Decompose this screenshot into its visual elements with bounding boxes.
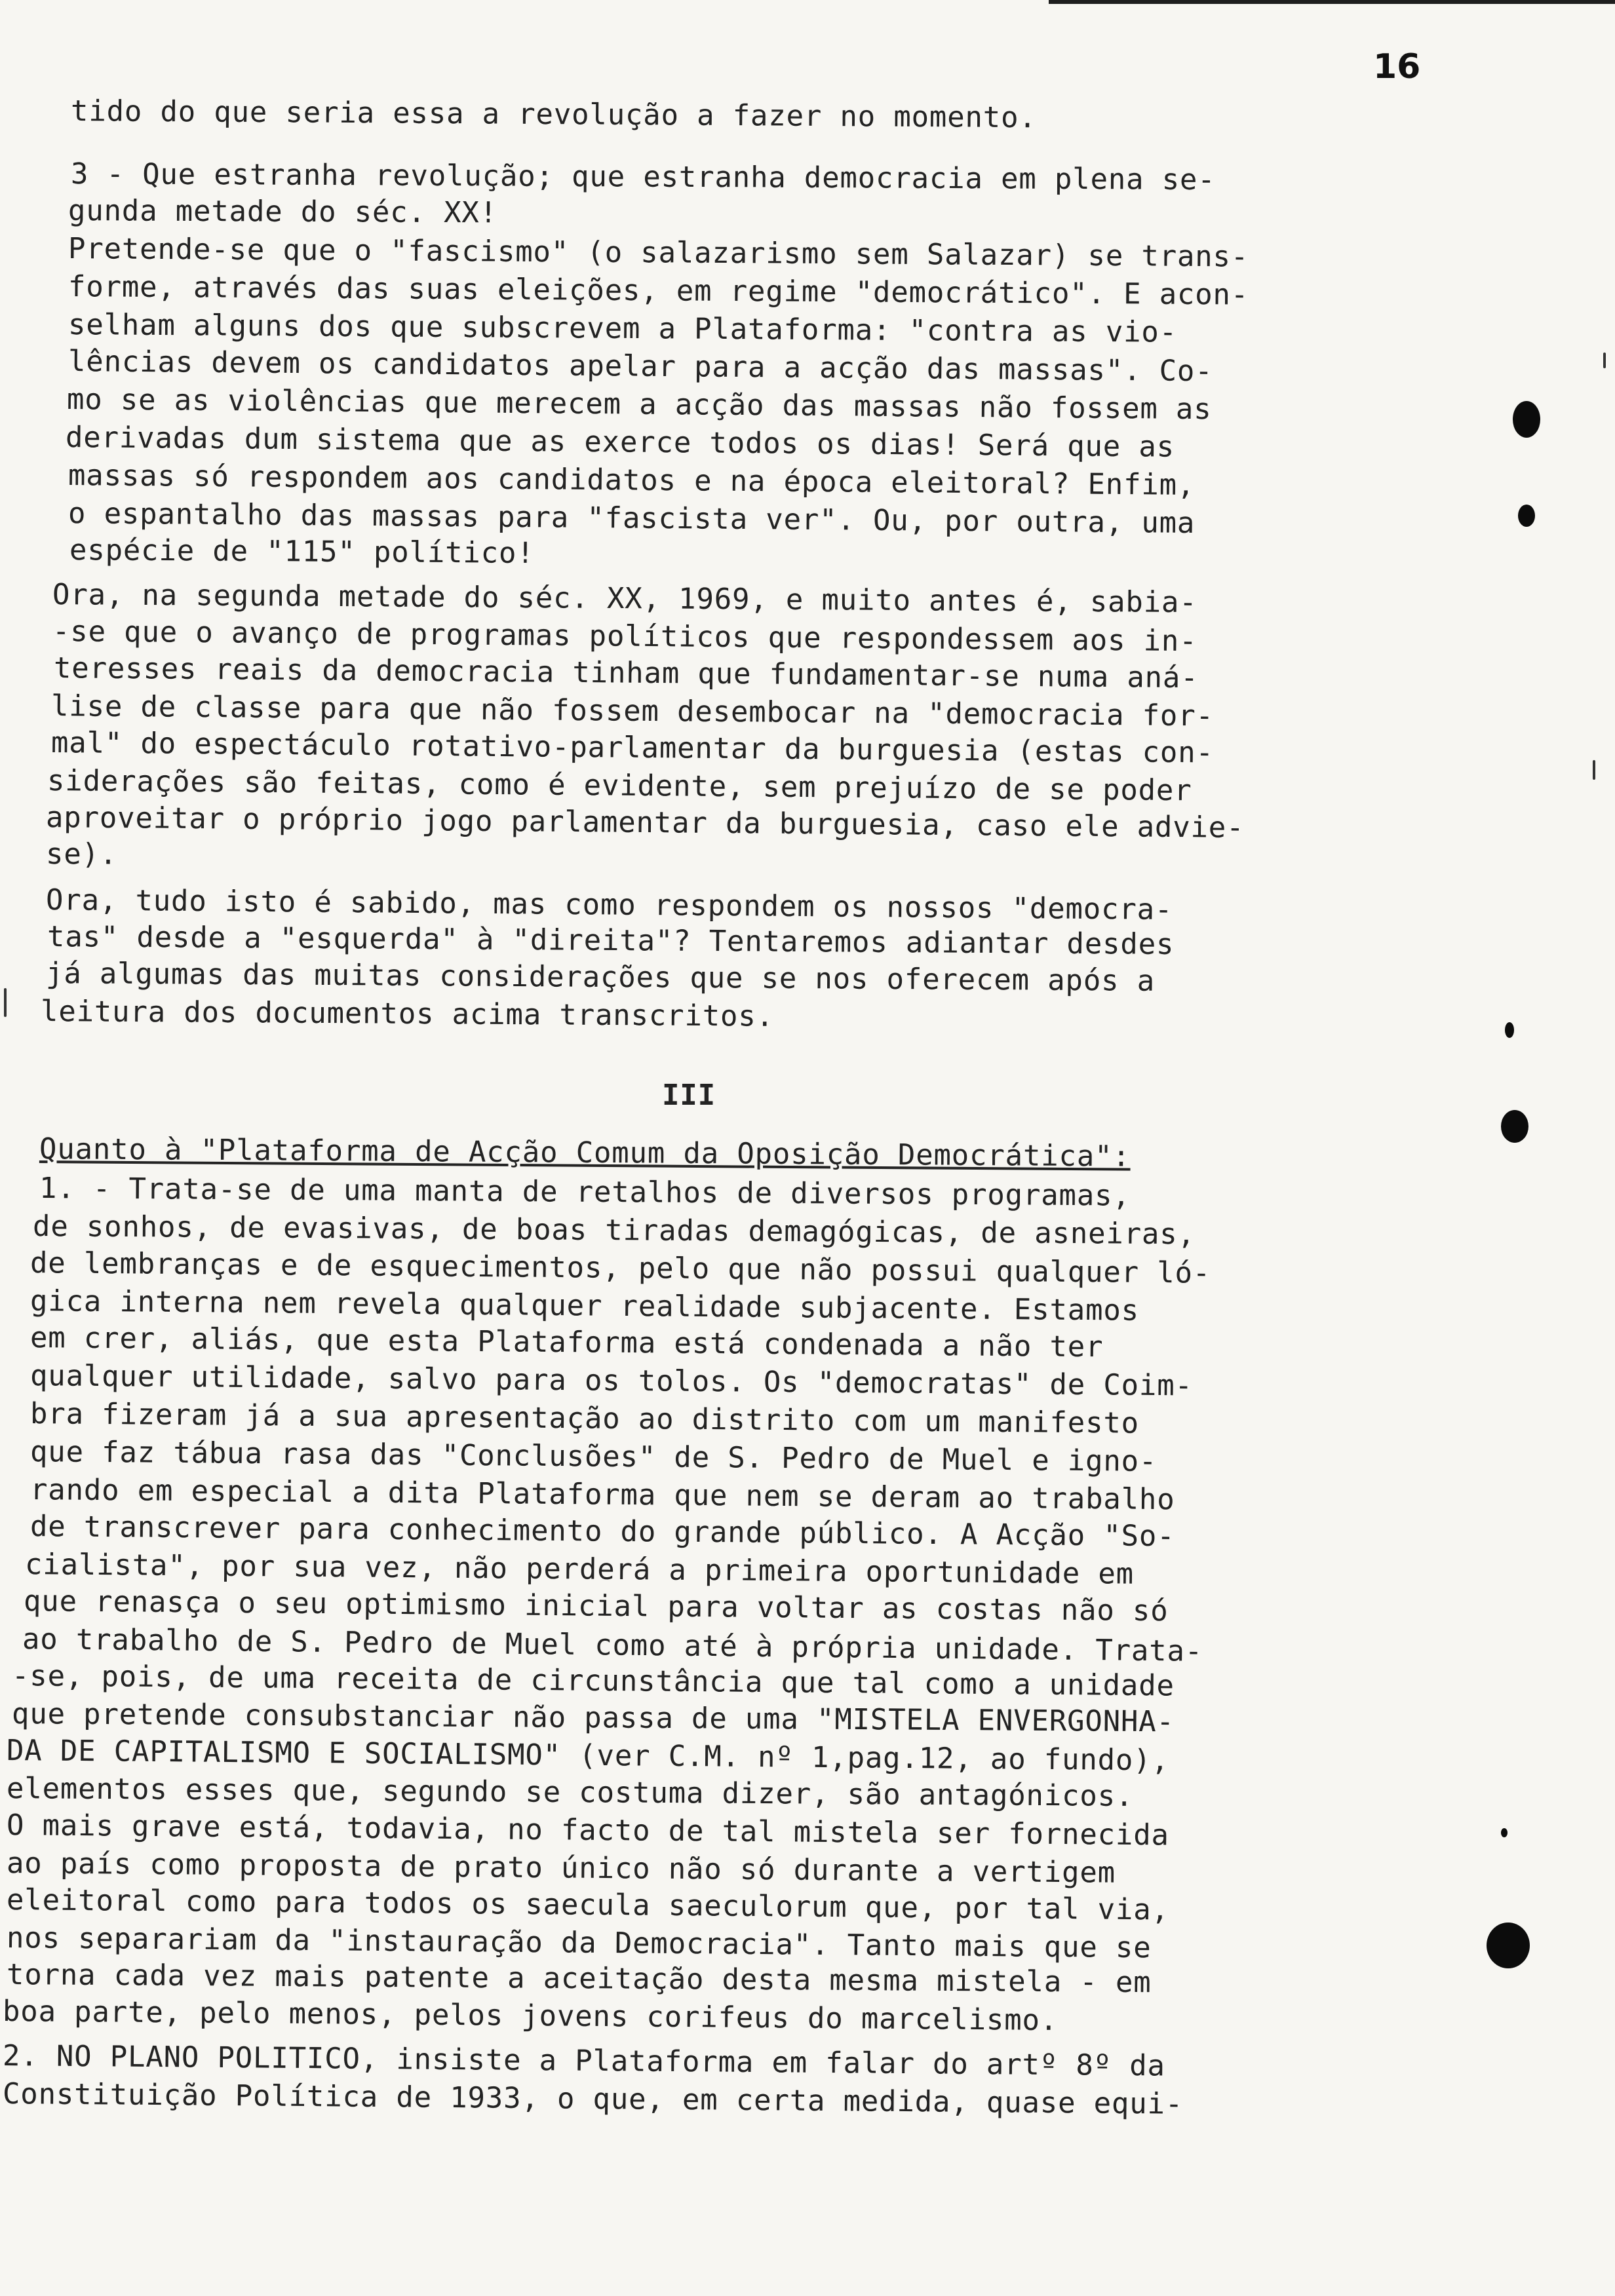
text-line: gica interna nem revela qualquer realidade subjacente. Estamos: [29, 1284, 1140, 1328]
text-line: em crer, aliás, que esta Plataforma está condenada a não ter: [29, 1321, 1104, 1364]
punch-hole-mark: [1501, 1110, 1528, 1143]
text-line: Ora, tudo isto é sabido, mas como respondem os nossos "democra-: [45, 883, 1173, 927]
text-line: se).: [45, 837, 118, 871]
text-line: Constituição Política de 1933, o que, em certa medida, quase equi-: [2, 2077, 1184, 2121]
text-line: teresses reais da democracia tinham que fundamentar-se numa aná-: [53, 651, 1199, 695]
text-line: o espantalho das massas para "fascista ver". Ou, por outra, uma: [68, 497, 1196, 541]
text-line: de transcrever para conhecimento do grande público. A Acção "So-: [29, 1510, 1175, 1554]
text-line: lise de classe para que não fossem desembocar na "democracia for-: [50, 689, 1215, 733]
text-line: que pretende consubstanciar não passa de uma "MISTELA ENVERGONHA-: [11, 1697, 1175, 1739]
text-line: derivadas dum sistema que as exerce todos os dias! Será que as: [65, 421, 1175, 464]
text-line: elementos esses que, segundo se costuma dizer, são antagónicos.: [6, 1772, 1134, 1814]
page-number: 16: [1373, 47, 1421, 86]
text-line: aproveitar o próprio jogo parlamentar da burguesia, caso ele advie-: [45, 801, 1245, 845]
text-line: de lembranças e de esquecimentos, pelo que não possui qualquer ló-: [29, 1246, 1211, 1290]
ink-speck: [4, 988, 7, 1017]
punch-hole-mark: [1505, 1022, 1514, 1038]
text-line: qualquer utilidade, salvo para os tolos. Os "democratas" de Coim-: [29, 1359, 1194, 1403]
text-line: forme, através das suas eleições, em regime "democrático". E acon-: [68, 270, 1249, 312]
text-line: massas só respondem aos candidatos e na época eleitoral? Enfim,: [68, 459, 1196, 503]
text-line: que renasça o seu optimismo inicial para voltar as costas não só: [23, 1584, 1169, 1628]
text-line: -se que o avanço de programas políticos que respondessem aos in-: [52, 615, 1197, 659]
text-line: Ora, na segunda metade do séc. XX, 1969, e muito antes é, sabia-: [52, 578, 1197, 620]
text-line: rando em especial a dita Plataforma que nem se deram ao trabalho: [29, 1473, 1175, 1517]
text-line: ao trabalho de S. Pedro de Muel como até à própria unidade. Trata-: [22, 1622, 1203, 1668]
punch-hole-mark: [1501, 1828, 1508, 1837]
text-line: mo se as violências que merecem a acção das massas não fossem as: [66, 383, 1212, 427]
text-line: 1. - Trata-se de uma manta de retalhos de diversos programas,: [39, 1172, 1131, 1213]
text-line: lências devem os candidatos apelar para a acção das massas". Co-: [68, 345, 1213, 389]
ink-speck: [1593, 760, 1595, 780]
text-line: selham alguns dos que subscrevem a Plataforma: "contra as vio-: [68, 308, 1178, 349]
text-line: cialista", por sua vez, não perderá a primeira oportunidade em: [24, 1548, 1135, 1591]
text-line: ao país como proposta de prato único não só durante a vertigem: [6, 1846, 1116, 1890]
text-line: bra fizeram já a sua apresentação ao distrito com um manifesto: [29, 1397, 1140, 1440]
text-line: O mais grave está, todavia, no facto de tal mistela ser fornecida: [6, 1808, 1170, 1852]
punch-hole-mark: [1487, 1923, 1530, 1968]
text-line: já algumas das muitas considerações que se nos oferecem após a: [45, 957, 1156, 998]
punch-hole-mark: [1513, 401, 1540, 438]
text-line: 3 - Que estranha revolução; que estranha democracia em plena se-: [70, 157, 1216, 197]
top-edge-line: [1049, 0, 1615, 4]
text-line: nos separariam da "instauração da Democracia". Tanto mais que se: [6, 1921, 1152, 1965]
text-line: -se, pois, de uma receita de circunstância que tal como a unidade: [11, 1659, 1175, 1703]
text-line: tas" desde a "esquerda" à "direita"? Tentaremos adiantar desdes: [47, 920, 1175, 962]
text-line: Pretende-se que o "fascismo" (o salazarismo sem Salazar) se trans-: [68, 232, 1249, 274]
text-line: DA DE CAPITALISMO E SOCIALISMO" (ver C.M. nº 1,pag.12, ao fundo),: [6, 1734, 1170, 1778]
text-line: Quanto à "Plataforma de Acção Comum da Oposição Democrática":: [39, 1132, 1131, 1174]
text-line: gunda metade do séc. XX!: [68, 194, 498, 230]
text-line: boa parte, pelo menos, pelos jovens corifeus do marcelismo.: [2, 1995, 1059, 2038]
ink-speck: [1603, 353, 1606, 368]
text-line: mal" do espectáculo rotativo-parlamentar da burguesia (estas con-: [50, 726, 1215, 770]
text-line: leitura dos documentos acima transcritos.: [40, 995, 775, 1033]
text-line: de sonhos, de evasivas, de boas tiradas demagógicas, de asneiras,: [32, 1210, 1196, 1252]
text-line: torna cada vez mais patente a aceitação desta mesma mistela - em: [6, 1958, 1152, 2000]
text-line: eleitoral como para todos os saecula saeculorum que, por tal via,: [6, 1883, 1170, 1927]
text-line: siderações são feitas, como é evidente, sem prejuízo de se poder: [47, 764, 1192, 808]
text-line: que faz tábua rasa das "Conclusões" de S. Pedro de Muel e igno-: [29, 1435, 1158, 1479]
text-line: tido do que seria essa a revolução a fazer no momento.: [70, 94, 1037, 135]
text-line: 2. NO PLANO POLITICO, insiste a Plataforma em falar do artº 8º da: [2, 2039, 1166, 2083]
punch-hole-mark: [1518, 505, 1535, 527]
text-line: espécie de "115" político!: [69, 533, 535, 570]
section-heading: III: [662, 1079, 716, 1112]
